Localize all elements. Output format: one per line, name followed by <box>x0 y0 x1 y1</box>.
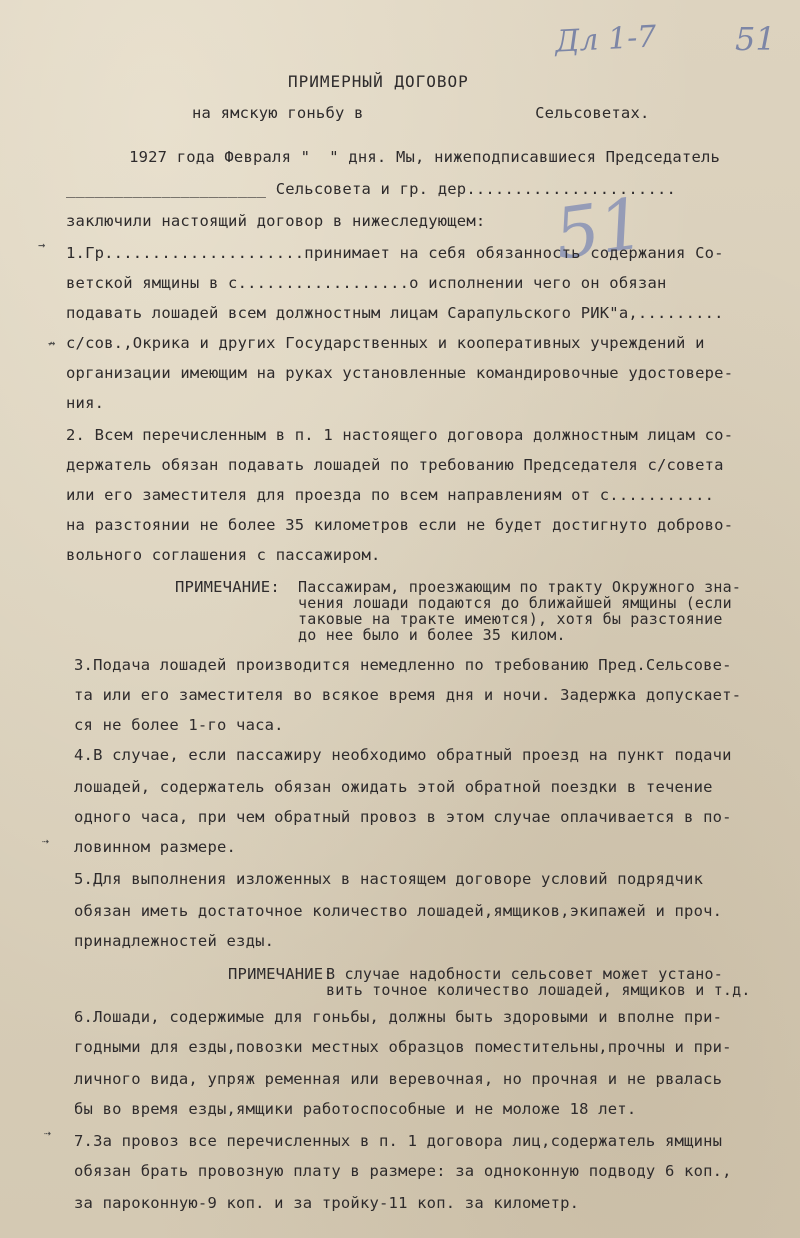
handwritten-page-stamp: 51 <box>549 182 650 276</box>
text-line: та или его заместителя во всякое время дня и ночи. Задержка допускает- <box>74 686 742 704</box>
note-line: В случае надобности сельсовет может устано- <box>326 965 723 983</box>
text-line: с/сов.,Окрика и других Государственных и кооперативных учреждений и <box>66 334 705 352</box>
text-line: ния. <box>66 394 105 412</box>
document-title: ПРИМЕРНЫЙ ДОГОВОР <box>288 72 469 91</box>
text-line: 1.Гр.....................принимает на себя обязанность содержания Со- <box>66 244 724 262</box>
text-line: 5.Для выполнения изложенных в настоящем договоре условий подрядчик <box>74 870 704 888</box>
text-line: личного вида, упряж ременная или веревочная, но прочная и не рвалась <box>74 1070 723 1088</box>
text-line: ветской ямщины в с..................о исполнении чего он обязан <box>66 274 667 292</box>
text-line: ловинном размере. <box>74 838 237 856</box>
text-line: 2. Всем перечисленным в п. 1 настоящего договора должностным лицам со- <box>66 426 734 444</box>
note-line: чения лошади подаются до ближайшей ямщины (если <box>298 594 732 612</box>
text-line: подавать лошадей всем должностным лицам Сарапульского РИК"а,......... <box>66 304 724 322</box>
note-line: вить точное количество лошадей, ямщиков и т.д. <box>326 981 751 999</box>
text-line: принадлежностей езды. <box>74 932 275 950</box>
note-line: до нее было и более 35 килом. <box>298 626 566 644</box>
text-line: держатель обязан подавать лошадей по требованию Председателя с/совета <box>66 456 724 474</box>
text-line: 1927 года Февраля " " дня. Мы, нижеподписавшиеся Председатель <box>110 148 721 166</box>
text-line: за пароконную-9 коп. и за тройку-11 коп. за километр. <box>74 1194 580 1212</box>
text-line: _____________________ Сельсовета и гр. дер...................... <box>66 180 677 198</box>
text-line: лошадей, содержатель обязан ожидать этой обратной поездки в течение <box>74 778 713 796</box>
text-line: одного часа, при чем обратный провоз в этом случае оплачивается в по- <box>74 808 732 826</box>
text-line: 6.Лошади, содержимые для гоньбы, должны быть здоровыми и вполне при- <box>74 1008 723 1026</box>
text-line: или его заместителя для проезда по всем направлениям от с........... <box>66 486 715 504</box>
margin-mark: ⇢ <box>42 834 50 848</box>
text-line: обязан брать провозную плату в размере: за одноконную подводу 6 коп., <box>74 1162 732 1180</box>
margin-mark: → <box>38 238 46 252</box>
note-label: ПРИМЕЧАНИЕ: <box>175 578 280 596</box>
note-label: ПРИМЕЧАНИЕ: <box>228 965 333 983</box>
text-line: на разстоянии не более 35 километров если не будет достигнуто доброво- <box>66 516 734 534</box>
text-line: бы во время езды,ямщики работоспособные и не моложе 18 лет. <box>74 1100 637 1118</box>
text-line: вольного соглашения с пассажиром. <box>66 546 381 564</box>
note-line: Пассажирам, проезжающим по тракту Окружного зна- <box>298 578 742 596</box>
text-line: 3.Подача лошадей производится немедленно по требованию Пред.Сельсове- <box>74 656 732 674</box>
text-line: 4.В случае, если пассажиру необходимо обратный проезд на пункт подачи <box>74 746 732 764</box>
text-line: годными для езды,повозки местных образцов поместительны,прочны и при- <box>74 1038 732 1056</box>
text-line: заключили настоящий договор в нижеследующем: <box>66 212 486 230</box>
text-line: ся не более 1-го часа. <box>74 716 284 734</box>
text-line: обязан иметь достаточное количество лошадей,ямщиков,экипажей и проч. <box>74 902 723 920</box>
text-line: 7.За провоз все перечисленных в п. 1 договора лиц,содержатель ямщины <box>74 1132 723 1150</box>
margin-mark: ↛ <box>48 336 56 350</box>
note-line: таковые на тракте имеются), хотя бы разстояние <box>298 610 723 628</box>
archive-folio-annotation: Дл 1-7 <box>554 19 658 60</box>
page-number-annotation: 51 <box>735 20 776 58</box>
margin-mark: ⇢ <box>44 1126 52 1140</box>
text-line: организации имеющим на руках установленные командировочные удостовере- <box>66 364 734 382</box>
document-subtitle: на ямскую гоньбу в Сельсоветах. <box>192 104 650 122</box>
